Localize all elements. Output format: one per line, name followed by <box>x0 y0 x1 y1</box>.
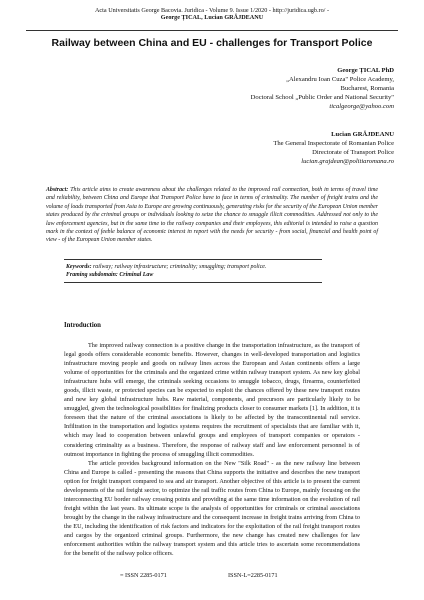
keywords-rule <box>64 282 322 283</box>
author-1-name: George ȚICAL PhD <box>337 67 394 74</box>
keywords-text: railway; railway infrastructure; criminality; smuggling; transport police. <box>93 264 267 270</box>
abstract-text: This article aims to create awareness about the challenges related to the improved rail connection, both in terms of travel time and reliability, between China and Europe that Transport Police have to face in terms of criminality. The number of freight trains and the volume of loads transported from Asia to Europe are growing continuously, generating risks for the security of the European Union member states produced by the criminal groups or individuals looking to seize the chance to smuggle illicit commodities. Addressed not only to the law enforcement agencies, but in the same time to the railway companies and their employees, this editorial is intended to raise a question mark in the context of feeble balance of economic interest in report with the needs for security - from social, financial and health point of view - of the European Union member states. <box>46 187 378 244</box>
author-2-email: lucian.grajdean@politiaromana.ro <box>301 158 394 165</box>
author-2-affiliation-1: The General Inspectorate of Romanian Police <box>273 140 394 147</box>
author-1-affiliation-1: „Alexandru Ioan Cuza" Police Academy, <box>286 76 394 83</box>
author-1-email: ticalgeorge@yahoo.com <box>329 103 394 110</box>
intro-paragraph-2: The article provides background information on the New "Silk Road" - as the new railway line between China and Europe is called - presenting the reasons that China supports the initiative and describes the new transport option for freight transport compared to sea and air transport. Another objective of this article is to present the current developments of the rail freight sector, to optimize the rail traffic routes from China to Europe, mainly focusing on the interconnecting EU border railway crossing points and providing at the same time information on the evolution of rail freight within the last years. Its ultimate scope is the analysis of opportunities for criminals or criminal associations brought by the change in the railway infrastructure and the consequent increase in freight trains arriving from China to the EU, including the identification of risk factors and indicators for the exploitation of the rail freight transport routes and cargos by the organized criminal groups. Furthermore, the new change has created new challenges for law enforcement authorities within the railway transport system and this article tries to ascertain some recommendations for the benefit of the railway police officers. <box>64 459 360 558</box>
subdomain-label: Framing subdomain: <box>66 272 118 278</box>
author-1-affiliation-2: Bucharest, Romania <box>340 85 394 92</box>
intro-paragraph-1: The improved railway connection is a positive change in the transportation infrastructure, as the transport of legal goods offers considerable economic benefits. However, changes in well-developed transportation and logistics infrastructure moving people and goods on railway lines across the European and Asian continents offers a large volume of opportunities for the criminals and the organized crime within railway transport system. As new key global infrastructure hubs will emerge, the criminals seeking occasions to smuggle tobacco, drugs, firearms, counterfeited goods, illicit waste, or protected species can be expected to exploit the chances offered by these new transport routes and new key global infrastructure hubs. Raw material, components, and precursors are particularly likely to be smuggled, given the technological possibilities for finalizing products closer to consumer markets [1]. In addition, it is foreseen that the nature of the criminal associations is likely to be affected by the transcontinental rail service. Infiltration in the transportation and logistics systems requires the recruitment of specialists that are familiar with it, which may lead to cooperation between unlawful groups and employees of transport companies or operators - considering criminality as a business. Therefore, the response of railway staff and law enforcement personnel is of outmost importance in fighting the process of smuggling illicit commodities. <box>64 342 360 458</box>
abstract-label: Abstract: <box>46 187 69 193</box>
paper-title: Railway between China and EU - challenges for Transport Police <box>51 37 373 49</box>
author-2-block <box>273 130 394 166</box>
journal-citation: Acta Universitatis George Bacovia. Juridica - Volume 9. Issue 1/2020 - http://juridica.ugb.ro/ - <box>94 7 330 14</box>
keywords <box>66 263 378 279</box>
footer-issn-l: ISSN-L=2285-0171 <box>228 572 278 579</box>
author-2-name: Lucian GRĂJDEANU <box>331 131 394 138</box>
abstract-rule <box>64 259 322 260</box>
intro-body <box>64 341 360 558</box>
footer-issn: = ISSN 2285-0171 <box>120 572 167 579</box>
author-2-affiliation-2: Directorate of Transport Police <box>312 149 394 156</box>
abstract <box>46 186 378 245</box>
running-header <box>0 7 424 21</box>
author-1-affiliation-3: Doctoral School „Public Order and National Security" <box>250 94 394 101</box>
header-authors: George ȚICAL, Lucian GRĂJDEANU <box>160 14 264 21</box>
section-heading: Introduction <box>64 322 101 329</box>
author-1-block <box>251 66 394 111</box>
keywords-label: Keywords: <box>66 264 92 270</box>
subdomain-value: Criminal Law <box>119 272 154 278</box>
header-rule <box>26 30 398 31</box>
